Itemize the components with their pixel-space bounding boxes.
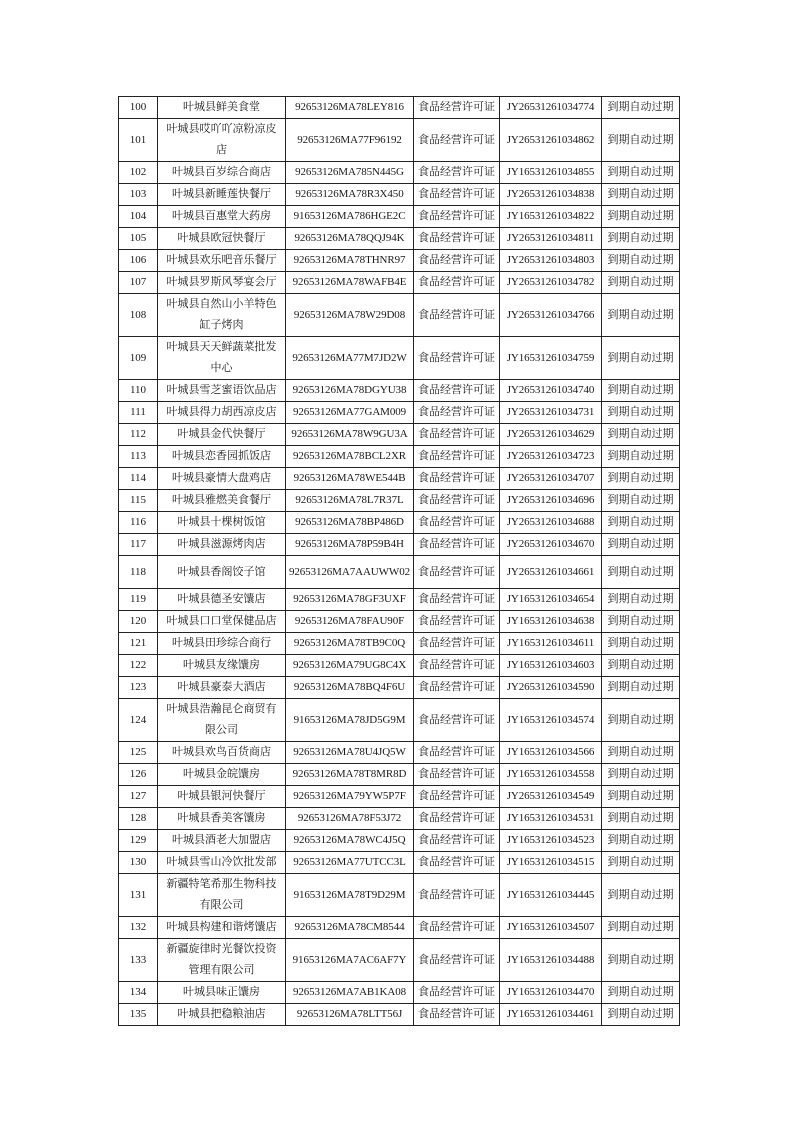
business-name-cell: 叶城县雪芝蜜语饮品店 — [158, 380, 286, 402]
license-type-cell: 食品经营许可证 — [414, 1004, 500, 1026]
table-row — [119, 808, 680, 830]
row-number-cell: 122 — [119, 655, 158, 677]
license-type-cell: 食品经营许可证 — [414, 808, 500, 830]
business-name-cell: 叶城县德圣安馕店 — [158, 589, 286, 611]
credit-code-cell: 92653126MA77GAM009 — [286, 402, 414, 424]
license-type-cell: 食品经营许可证 — [414, 830, 500, 852]
license-status-cell: 到期自动过期 — [602, 874, 680, 917]
credit-code-cell: 92653126MA77F96192 — [286, 119, 414, 162]
business-name-cell: 叶城县十棵树饭馆 — [158, 512, 286, 534]
license-type-cell: 食品经营许可证 — [414, 633, 500, 655]
license-status-cell: 到期自动过期 — [602, 250, 680, 272]
row-number-cell: 112 — [119, 424, 158, 446]
license-type-cell: 食品经营许可证 — [414, 939, 500, 982]
row-number-cell: 127 — [119, 786, 158, 808]
table-row — [119, 939, 680, 982]
license-status-cell: 到期自动过期 — [602, 982, 680, 1004]
license-status-cell: 到期自动过期 — [602, 589, 680, 611]
row-number-cell: 116 — [119, 512, 158, 534]
table-row — [119, 534, 680, 556]
credit-code-cell: 92653126MA78QQJ94K — [286, 228, 414, 250]
license-number-cell: JY16531261034759 — [500, 337, 602, 380]
credit-code-cell: 92653126MA78U4JQ5W — [286, 742, 414, 764]
license-type-cell: 食品经营许可证 — [414, 917, 500, 939]
table-row — [119, 786, 680, 808]
business-name-cell: 叶城县滋源烤肉店 — [158, 534, 286, 556]
row-number-cell: 110 — [119, 380, 158, 402]
license-status-cell: 到期自动过期 — [602, 490, 680, 512]
table-row — [119, 699, 680, 742]
credit-code-cell: 92653126MA78GF3UXF — [286, 589, 414, 611]
credit-code-cell: 92653126MA78P59B4H — [286, 534, 414, 556]
credit-code-cell: 92653126MA78W9GU3A — [286, 424, 414, 446]
license-number-cell: JY26531261034549 — [500, 786, 602, 808]
table-row — [119, 162, 680, 184]
license-type-cell: 食品经营许可证 — [414, 852, 500, 874]
license-status-cell: 到期自动过期 — [602, 534, 680, 556]
row-number-cell: 105 — [119, 228, 158, 250]
business-name-cell: 叶城县银河快餐厅 — [158, 786, 286, 808]
table-row — [119, 468, 680, 490]
license-type-cell: 食品经营许可证 — [414, 699, 500, 742]
license-status-cell: 到期自动过期 — [602, 939, 680, 982]
license-number-cell: JY16531261034822 — [500, 206, 602, 228]
table-row — [119, 380, 680, 402]
license-status-cell: 到期自动过期 — [602, 468, 680, 490]
license-type-cell: 食品经营许可证 — [414, 490, 500, 512]
license-status-cell: 到期自动过期 — [602, 272, 680, 294]
license-number-cell: JY26531261034838 — [500, 184, 602, 206]
table-row — [119, 874, 680, 917]
business-name-cell: 叶城县新睡莲快餐厅 — [158, 184, 286, 206]
license-type-cell: 食品经营许可证 — [414, 982, 500, 1004]
license-status-cell: 到期自动过期 — [602, 699, 680, 742]
table-row — [119, 490, 680, 512]
credit-code-cell: 92653126MA78WAFB4E — [286, 272, 414, 294]
table-row — [119, 337, 680, 380]
credit-code-cell: 92653126MA78CM8544 — [286, 917, 414, 939]
row-number-cell: 115 — [119, 490, 158, 512]
license-number-cell: JY16531261034470 — [500, 982, 602, 1004]
row-number-cell: 121 — [119, 633, 158, 655]
row-number-cell: 118 — [119, 556, 158, 589]
license-type-cell: 食品经营许可证 — [414, 786, 500, 808]
business-name-cell: 叶城县鲜美食堂 — [158, 97, 286, 119]
table-row — [119, 228, 680, 250]
license-status-cell: 到期自动过期 — [602, 402, 680, 424]
license-number-cell: JY16531261034531 — [500, 808, 602, 830]
row-number-cell: 123 — [119, 677, 158, 699]
license-type-cell: 食品经营许可证 — [414, 402, 500, 424]
business-name-cell: 叶城县欧冠快餐厅 — [158, 228, 286, 250]
business-name-cell: 叶城县口口堂保健品店 — [158, 611, 286, 633]
table-row — [119, 764, 680, 786]
row-number-cell: 102 — [119, 162, 158, 184]
table-row — [119, 830, 680, 852]
row-number-cell: 131 — [119, 874, 158, 917]
row-number-cell: 133 — [119, 939, 158, 982]
table-row — [119, 424, 680, 446]
license-number-cell: JY16531261034523 — [500, 830, 602, 852]
business-name-cell: 叶城县豪情大盘鸡店 — [158, 468, 286, 490]
table-row — [119, 742, 680, 764]
license-type-cell: 食品经营许可证 — [414, 184, 500, 206]
business-name-cell: 叶城县金皖馕房 — [158, 764, 286, 786]
business-name-cell: 叶城县自然山小羊特色缸子烤肉 — [158, 294, 286, 337]
table-row — [119, 512, 680, 534]
row-number-cell: 120 — [119, 611, 158, 633]
license-type-cell: 食品经营许可证 — [414, 534, 500, 556]
license-number-cell: JY26531261034661 — [500, 556, 602, 589]
credit-code-cell: 92653126MA78WC4J5Q — [286, 830, 414, 852]
license-status-cell: 到期自动过期 — [602, 380, 680, 402]
license-status-cell: 到期自动过期 — [602, 852, 680, 874]
table-row — [119, 917, 680, 939]
row-number-cell: 125 — [119, 742, 158, 764]
license-type-cell: 食品经营许可证 — [414, 97, 500, 119]
business-name-cell: 叶城县天天鲜蔬菜批发中心 — [158, 337, 286, 380]
business-name-cell: 叶城县酒老大加盟店 — [158, 830, 286, 852]
license-status-cell: 到期自动过期 — [602, 446, 680, 468]
row-number-cell: 111 — [119, 402, 158, 424]
credit-code-cell: 92653126MA78DGYU38 — [286, 380, 414, 402]
business-name-cell: 叶城县豪泰大酒店 — [158, 677, 286, 699]
license-number-cell: JY16531261034507 — [500, 917, 602, 939]
license-status-cell: 到期自动过期 — [602, 808, 680, 830]
row-number-cell: 134 — [119, 982, 158, 1004]
business-name-cell: 叶城县百惠堂大药房 — [158, 206, 286, 228]
credit-code-cell: 92653126MA7AAUWW02 — [286, 556, 414, 589]
license-type-cell: 食品经营许可证 — [414, 556, 500, 589]
table-row — [119, 982, 680, 1004]
license-type-cell: 食品经营许可证 — [414, 228, 500, 250]
license-type-cell: 食品经营许可证 — [414, 119, 500, 162]
credit-code-cell: 92653126MA78T8MR8D — [286, 764, 414, 786]
license-number-cell: JY16531261034611 — [500, 633, 602, 655]
license-type-cell: 食品经营许可证 — [414, 424, 500, 446]
license-number-cell: JY16531261034638 — [500, 611, 602, 633]
credit-code-cell: 92653126MA78BP486D — [286, 512, 414, 534]
credit-code-cell: 91653126MA7AC6AF7Y — [286, 939, 414, 982]
license-number-cell: JY16531261034574 — [500, 699, 602, 742]
business-name-cell: 叶城县雪山冷饮批发部 — [158, 852, 286, 874]
business-name-cell: 叶城县恋香园抓饭店 — [158, 446, 286, 468]
license-status-cell: 到期自动过期 — [602, 611, 680, 633]
business-name-cell: 叶城县得力胡西凉皮店 — [158, 402, 286, 424]
row-number-cell: 119 — [119, 589, 158, 611]
license-type-cell: 食品经营许可证 — [414, 611, 500, 633]
row-number-cell: 117 — [119, 534, 158, 556]
license-status-cell: 到期自动过期 — [602, 337, 680, 380]
table-row — [119, 556, 680, 589]
license-type-cell: 食品经营许可证 — [414, 294, 500, 337]
license-number-cell: JY16531261034603 — [500, 655, 602, 677]
business-name-cell: 叶城县友缘馕房 — [158, 655, 286, 677]
row-number-cell: 104 — [119, 206, 158, 228]
license-status-cell: 到期自动过期 — [602, 424, 680, 446]
license-status-cell: 到期自动过期 — [602, 742, 680, 764]
table-row — [119, 852, 680, 874]
license-type-cell: 食品经营许可证 — [414, 337, 500, 380]
license-number-cell: JY26531261034707 — [500, 468, 602, 490]
license-number-cell: JY16531261034461 — [500, 1004, 602, 1026]
table-row — [119, 184, 680, 206]
row-number-cell: 135 — [119, 1004, 158, 1026]
business-name-cell: 叶城县罗斯风琴宴会厅 — [158, 272, 286, 294]
credit-code-cell: 92653126MA77M7JD2W — [286, 337, 414, 380]
license-status-cell: 到期自动过期 — [602, 512, 680, 534]
license-type-cell: 食品经营许可证 — [414, 742, 500, 764]
row-number-cell: 132 — [119, 917, 158, 939]
business-name-cell: 叶城县构建和谐烤馕店 — [158, 917, 286, 939]
license-number-cell: JY16531261034566 — [500, 742, 602, 764]
row-number-cell: 114 — [119, 468, 158, 490]
license-type-cell: 食品经营许可证 — [414, 250, 500, 272]
row-number-cell: 106 — [119, 250, 158, 272]
business-name-cell: 叶城县把稳粮油店 — [158, 1004, 286, 1026]
license-number-cell: JY16531261034445 — [500, 874, 602, 917]
business-name-cell: 叶城县金代快餐厅 — [158, 424, 286, 446]
license-type-cell: 食品经营许可证 — [414, 468, 500, 490]
license-type-cell: 食品经营许可证 — [414, 589, 500, 611]
license-type-cell: 食品经营许可证 — [414, 206, 500, 228]
license-status-cell: 到期自动过期 — [602, 119, 680, 162]
license-type-cell: 食品经营许可证 — [414, 764, 500, 786]
credit-code-cell: 92653126MA7AB1KA08 — [286, 982, 414, 1004]
license-status-cell: 到期自动过期 — [602, 830, 680, 852]
business-name-cell: 叶城县田珍综合商行 — [158, 633, 286, 655]
table-row — [119, 402, 680, 424]
license-number-cell: JY26531261034766 — [500, 294, 602, 337]
business-name-cell: 叶城县味正馕房 — [158, 982, 286, 1004]
license-status-cell: 到期自动过期 — [602, 184, 680, 206]
license-status-cell: 到期自动过期 — [602, 1004, 680, 1026]
business-name-cell: 叶城县香阁饺子馆 — [158, 556, 286, 589]
table-row — [119, 272, 680, 294]
credit-code-cell: 92653126MA78THNR97 — [286, 250, 414, 272]
license-type-cell: 食品经营许可证 — [414, 677, 500, 699]
row-number-cell: 129 — [119, 830, 158, 852]
license-status-cell: 到期自动过期 — [602, 633, 680, 655]
row-number-cell: 103 — [119, 184, 158, 206]
row-number-cell: 100 — [119, 97, 158, 119]
table-row — [119, 446, 680, 468]
license-status-cell: 到期自动过期 — [602, 206, 680, 228]
credit-code-cell: 92653126MA77UTCC3L — [286, 852, 414, 874]
credit-code-cell: 91653126MA786HGE2C — [286, 206, 414, 228]
license-number-cell: JY26531261034740 — [500, 380, 602, 402]
business-name-cell: 叶城县欢乐吧音乐餐厅 — [158, 250, 286, 272]
license-number-cell: JY26531261034782 — [500, 272, 602, 294]
credit-code-cell: 92653126MA79UG8C4X — [286, 655, 414, 677]
license-number-cell: JY16531261034515 — [500, 852, 602, 874]
license-status-cell: 到期自动过期 — [602, 97, 680, 119]
table-row — [119, 677, 680, 699]
row-number-cell: 126 — [119, 764, 158, 786]
license-number-cell: JY26531261034731 — [500, 402, 602, 424]
credit-code-cell: 92653126MA78TB9C0Q — [286, 633, 414, 655]
license-number-cell: JY26531261034811 — [500, 228, 602, 250]
table-row — [119, 206, 680, 228]
credit-code-cell: 92653126MA78LTT56J — [286, 1004, 414, 1026]
credit-code-cell: 92653126MA78WE544B — [286, 468, 414, 490]
license-type-cell: 食品经营许可证 — [414, 162, 500, 184]
credit-code-cell: 91653126MA78T9D29M — [286, 874, 414, 917]
table-row — [119, 97, 680, 119]
credit-code-cell: 92653126MA78FAU90F — [286, 611, 414, 633]
row-number-cell: 107 — [119, 272, 158, 294]
license-status-cell: 到期自动过期 — [602, 556, 680, 589]
license-type-cell: 食品经营许可证 — [414, 512, 500, 534]
credit-code-cell: 92653126MA78LEY816 — [286, 97, 414, 119]
license-number-cell: JY16531261034654 — [500, 589, 602, 611]
row-number-cell: 130 — [119, 852, 158, 874]
license-status-cell: 到期自动过期 — [602, 228, 680, 250]
row-number-cell: 109 — [119, 337, 158, 380]
business-name-cell: 叶城县浩瀚昆仑商贸有限公司 — [158, 699, 286, 742]
license-type-cell: 食品经营许可证 — [414, 655, 500, 677]
license-status-cell: 到期自动过期 — [602, 677, 680, 699]
license-number-cell: JY16531261034558 — [500, 764, 602, 786]
table-row — [119, 119, 680, 162]
row-number-cell: 101 — [119, 119, 158, 162]
license-status-cell: 到期自动过期 — [602, 786, 680, 808]
credit-code-cell: 92653126MA78F53J72 — [286, 808, 414, 830]
credit-code-cell: 92653126MA78L7R37L — [286, 490, 414, 512]
business-name-cell: 叶城县香美客馕房 — [158, 808, 286, 830]
license-number-cell: JY26531261034688 — [500, 512, 602, 534]
license-number-cell: JY16531261034488 — [500, 939, 602, 982]
license-number-cell: JY26531261034862 — [500, 119, 602, 162]
credit-code-cell: 92653126MA78BCL2XR — [286, 446, 414, 468]
license-type-cell: 食品经营许可证 — [414, 874, 500, 917]
row-number-cell: 124 — [119, 699, 158, 742]
license-table — [118, 96, 680, 1026]
license-type-cell: 食品经营许可证 — [414, 272, 500, 294]
license-number-cell: JY26531261034774 — [500, 97, 602, 119]
license-table-body — [119, 97, 680, 1026]
business-name-cell: 叶城县欢鸟百货商店 — [158, 742, 286, 764]
credit-code-cell: 92653126MA78W29D08 — [286, 294, 414, 337]
business-name-cell: 叶城县百岁综合商店 — [158, 162, 286, 184]
row-number-cell: 108 — [119, 294, 158, 337]
license-number-cell: JY26531261034803 — [500, 250, 602, 272]
credit-code-cell: 91653126MA78JD5G9M — [286, 699, 414, 742]
license-status-cell: 到期自动过期 — [602, 764, 680, 786]
row-number-cell: 113 — [119, 446, 158, 468]
table-row — [119, 633, 680, 655]
license-status-cell: 到期自动过期 — [602, 294, 680, 337]
credit-code-cell: 92653126MA78R3X450 — [286, 184, 414, 206]
business-name-cell: 新疆特笔希那生物科技有限公司 — [158, 874, 286, 917]
license-status-cell: 到期自动过期 — [602, 917, 680, 939]
license-number-cell: JY26531261034696 — [500, 490, 602, 512]
license-number-cell: JY26531261034590 — [500, 677, 602, 699]
license-status-cell: 到期自动过期 — [602, 162, 680, 184]
table-row — [119, 589, 680, 611]
business-name-cell: 叶城县哎吖吖凉粉凉皮店 — [158, 119, 286, 162]
table-row — [119, 1004, 680, 1026]
table-row — [119, 294, 680, 337]
credit-code-cell: 92653126MA78BQ4F6U — [286, 677, 414, 699]
table-row — [119, 611, 680, 633]
credit-code-cell: 92653126MA785N445G — [286, 162, 414, 184]
license-type-cell: 食品经营许可证 — [414, 380, 500, 402]
license-type-cell: 食品经营许可证 — [414, 446, 500, 468]
license-status-cell: 到期自动过期 — [602, 655, 680, 677]
credit-code-cell: 92653126MA79YW5P7F — [286, 786, 414, 808]
business-name-cell: 叶城县雅燃美食餐厅 — [158, 490, 286, 512]
license-number-cell: JY26531261034629 — [500, 424, 602, 446]
table-row — [119, 250, 680, 272]
row-number-cell: 128 — [119, 808, 158, 830]
license-number-cell: JY26531261034723 — [500, 446, 602, 468]
table-row — [119, 655, 680, 677]
license-number-cell: JY16531261034855 — [500, 162, 602, 184]
business-name-cell: 新疆旋律时光餐饮投资管理有限公司 — [158, 939, 286, 982]
license-number-cell: JY26531261034670 — [500, 534, 602, 556]
